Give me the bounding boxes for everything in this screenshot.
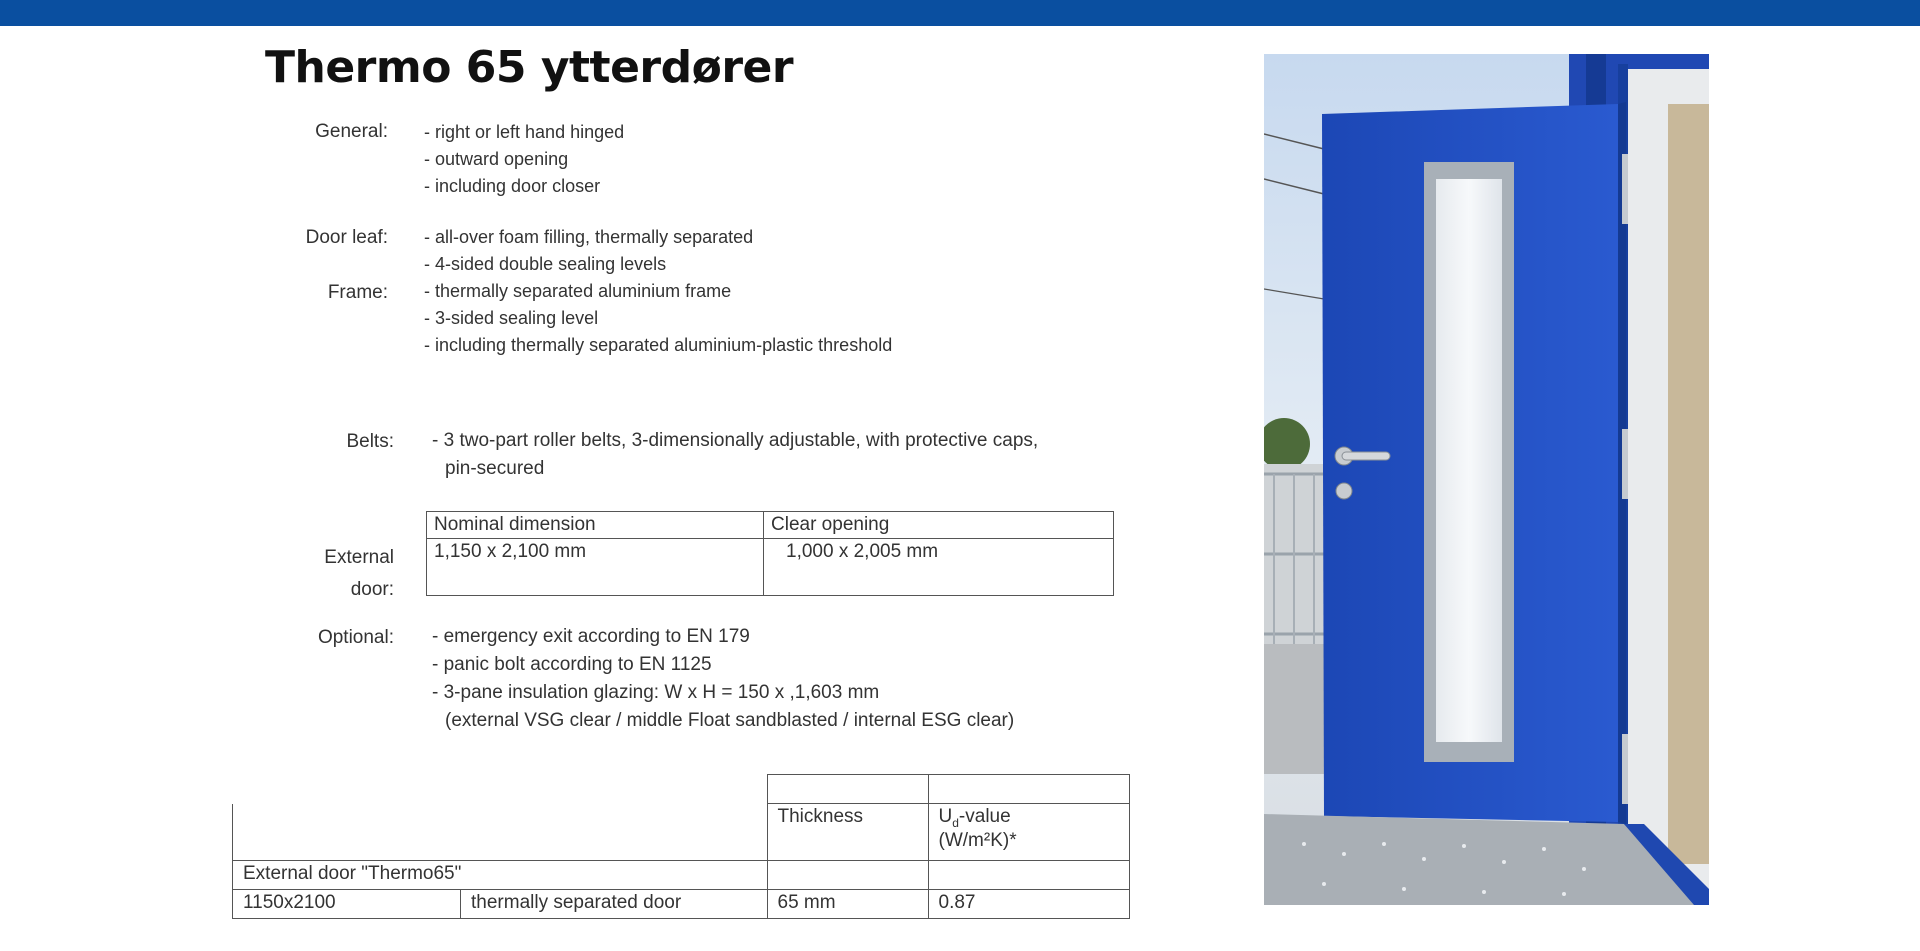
spec-group-label: External door "Thermo65" — [233, 861, 768, 890]
list-item: (external VSG clear / middle Float sandblasted / internal ESG clear) — [445, 710, 1015, 731]
frame-list — [424, 278, 892, 359]
list-item: - emergency exit according to EN 179 — [432, 626, 750, 647]
list-item: - panic bolt according to EN 1125 — [432, 654, 712, 675]
list-item: - 3 two-part roller belts, 3-dimensionally adjustable, with protective caps, — [432, 430, 1039, 451]
general-list — [424, 119, 624, 200]
table-header: Nominal dimension — [427, 512, 764, 539]
table-cell: 0.87 — [928, 890, 1129, 919]
list-item: - 3-pane insulation glazing: W x H = 150 x ,1,603 mm — [432, 682, 880, 703]
ud-value-header: $U_d$-value (W/m²K)* — [928, 804, 1129, 861]
table-cell: thermally separated door — [461, 890, 768, 919]
door-leaf-label: Door leaf: — [305, 227, 388, 248]
table-header: Clear opening — [764, 512, 1114, 539]
thickness-header: Thickness — [767, 804, 928, 861]
list-item: - right or left hand hinged — [424, 122, 625, 142]
door-photo — [1264, 54, 1709, 905]
frame-label: Frame: — [327, 282, 388, 303]
belts-label: Belts: — [346, 431, 394, 452]
list-item: - all-over foam filling, thermally separated — [424, 227, 754, 247]
table-cell: 1150x2100 — [233, 890, 461, 919]
list-item: - including thermally separated aluminium-plastic threshold — [424, 335, 893, 355]
list-item: - including door closer — [424, 176, 601, 196]
table-cell: 1,150 x 2,100 mm — [427, 539, 764, 596]
belts-list — [432, 427, 1038, 483]
general-label: General: — [315, 121, 388, 142]
list-item: - 3-sided sealing level — [424, 308, 599, 328]
dimension-table — [426, 511, 1114, 596]
table-cell: 1,000 x 2,005 mm — [764, 539, 1114, 596]
external-door-label: External door: — [324, 547, 394, 600]
list-item: pin-secured — [445, 458, 545, 479]
optional-list — [432, 623, 1014, 735]
door-leaf-list — [424, 224, 753, 278]
table-cell: 65 mm — [767, 890, 928, 919]
page-title: Thermo 65 ytterdører — [265, 42, 794, 93]
list-item: - 4-sided double sealing levels — [424, 254, 667, 274]
list-item: - thermally separated aluminium frame — [424, 281, 732, 301]
optional-label: Optional: — [317, 627, 394, 648]
top-brand-bar — [0, 0, 1920, 26]
list-item: - outward opening — [424, 149, 569, 169]
spec-table — [232, 774, 1130, 919]
